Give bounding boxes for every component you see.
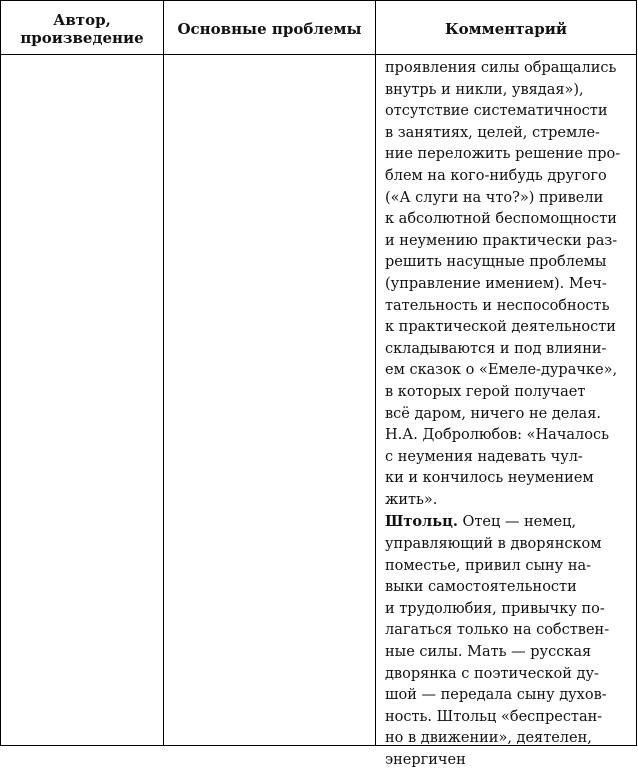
stolz-name: Штольц. xyxy=(385,513,458,531)
comment-line: тательность и неспособность xyxy=(385,297,610,314)
comment-line: ние переложить решение про- xyxy=(385,146,621,163)
header-author-line2: произведение xyxy=(20,28,144,47)
comment-line: лагаться только на собствен- xyxy=(385,622,610,639)
comment-line: проявления силы обращались xyxy=(385,60,617,76)
header-author-line1: Автор, xyxy=(53,10,111,29)
comment-line: решить насущные проблемы xyxy=(385,254,607,271)
stolz-line-rest: Отец — немец, xyxy=(457,514,577,531)
comment-line: (управление имением). Меч- xyxy=(385,275,607,292)
column-divider-2 xyxy=(375,1,376,745)
comment-line: отсутствие систематичности xyxy=(385,103,608,120)
comment-line: энергичен xyxy=(385,752,466,768)
header-commentary: Комментарий xyxy=(445,19,567,38)
comment-line: Н.А. Добролюбов: «Началось xyxy=(385,427,610,444)
comment-line: ные силы. Мать — русская xyxy=(385,644,592,661)
stolz-line xyxy=(385,511,633,534)
comment-line: блем на кого-нибудь другого xyxy=(385,167,607,184)
comment-line: и трудолюбия, привычку по- xyxy=(385,600,605,617)
comment-line: но в движении», деятелен, xyxy=(385,730,592,747)
comment-line: шой — передала сыну духов- xyxy=(385,687,607,704)
comment-line: всё даром, ничего не делая. xyxy=(385,405,601,422)
comment-line: к практической деятельности xyxy=(385,319,616,336)
comment-line: поместье, привил сыну на- xyxy=(385,557,592,574)
header-author-work xyxy=(1,1,163,56)
comment-line: управляющий в дворянском xyxy=(385,536,602,553)
column-divider-1 xyxy=(163,1,164,745)
comment-line: выки самостоятельности xyxy=(385,579,577,596)
comment-line: ки и кончилось неумением xyxy=(385,470,594,487)
comment-line: в занятиях, целей, стремле- xyxy=(385,124,600,141)
header-main-problems: Основные проблемы xyxy=(177,19,362,38)
commentary-cell xyxy=(385,58,633,772)
comment-line: жить». xyxy=(385,491,438,508)
comment-line: к абсолютной беспомощности xyxy=(385,211,617,228)
comment-line: складываются и под влияни- xyxy=(385,340,607,357)
comment-line: внутрь и никли, увядая»), xyxy=(385,81,584,98)
comment-line: и неумению практически раз- xyxy=(385,232,618,249)
comment-line: дворянка с поэтической ду- xyxy=(385,665,599,682)
comment-line: в которых герой получает xyxy=(385,383,586,400)
comment-line: ем сказок о «Емеле-дурачке», xyxy=(385,362,618,379)
comment-line: с неумения надевать чул- xyxy=(385,448,583,465)
comment-line: («А слуги на что?») привели xyxy=(385,189,604,206)
comment-line: ность. Штольц «беспрестан- xyxy=(385,708,603,725)
